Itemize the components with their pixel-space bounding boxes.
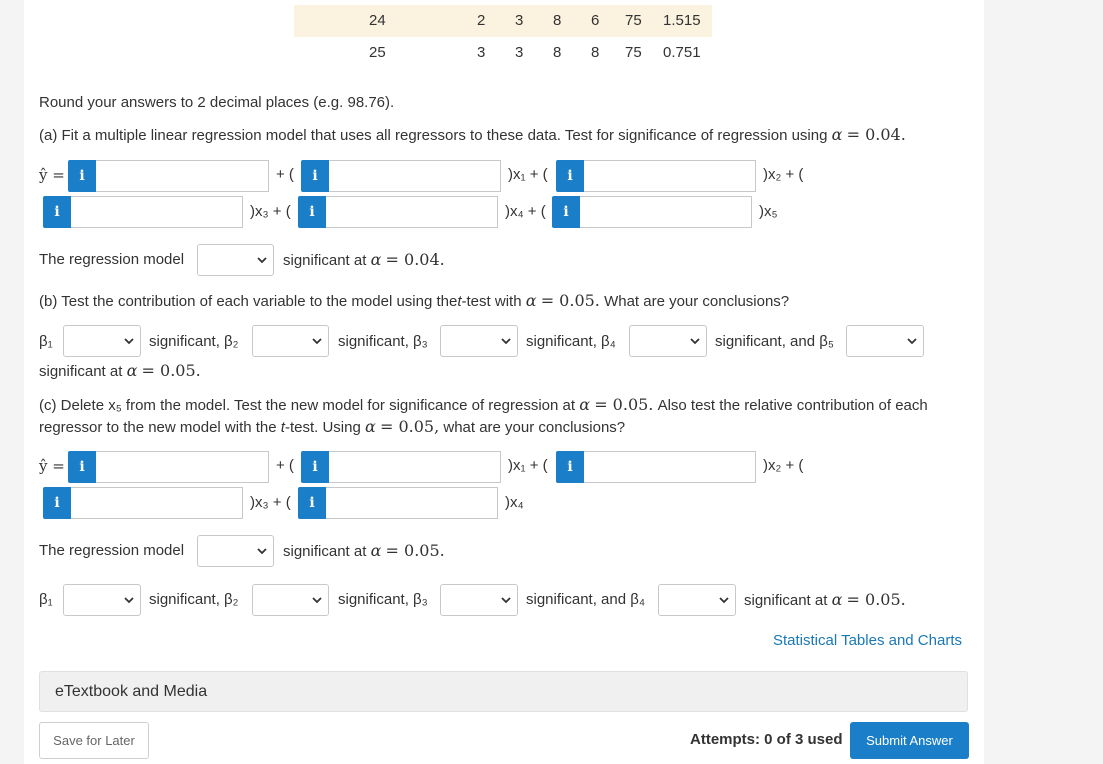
c-model-significance-select[interactable] <box>197 535 274 567</box>
instructions-text: Round your answers to 2 decimal places (e.g. 98.76). <box>39 94 395 111</box>
a-intercept-input[interactable] <box>96 160 269 192</box>
alpha-symbol: α <box>579 395 591 414</box>
plus-open: + ( <box>276 166 294 183</box>
table-cell: 24 <box>369 12 386 29</box>
question-page <box>24 0 984 764</box>
significant-at-text: significant at <box>283 252 367 269</box>
b-final-text <box>39 362 201 381</box>
a-b5-input[interactable] <box>580 196 752 228</box>
table-cell: 0.751 <box>663 44 701 61</box>
alpha-value: = 0.05. <box>141 361 201 380</box>
alpha-symbol: α <box>126 361 138 380</box>
beta1-label: β₁ <box>39 333 53 350</box>
alpha-value: = 0.05, <box>379 417 440 436</box>
part-c-text-2a: regressor to the new model with the <box>39 419 277 436</box>
part-a-prompt <box>39 126 906 145</box>
part-c-prompt-line2 <box>39 418 625 437</box>
info-icon[interactable]: i <box>556 160 584 192</box>
part-a-text: Fit a multiple linear regression model that uses all regressors to these data. Test for significance of regression using <box>61 127 828 144</box>
c-model-significance-text <box>283 542 445 561</box>
beta4-label: significant, β₄ <box>526 333 616 350</box>
x1-term: )x₁ + ( <box>508 166 548 183</box>
a-b4-input[interactable] <box>326 196 498 228</box>
alpha-value: = 0.05. <box>385 541 445 560</box>
statistical-tables-link[interactable]: Statistical Tables and Charts <box>773 632 962 649</box>
alpha-symbol: α <box>365 417 376 436</box>
a-b3-input[interactable] <box>71 196 243 228</box>
submit-answer-button[interactable]: Submit Answer <box>850 722 969 759</box>
table-cell: 25 <box>369 44 386 61</box>
x4-term: )x₄ + ( <box>505 203 546 220</box>
c-beta3-select[interactable] <box>440 584 518 616</box>
info-icon[interactable]: i <box>43 196 71 228</box>
beta4-label: significant, and β₄ <box>526 591 645 608</box>
chevron-down-icon <box>690 337 700 345</box>
table-cell: 3 <box>515 12 524 29</box>
info-icon[interactable]: i <box>68 451 96 483</box>
info-icon[interactable]: i <box>301 451 329 483</box>
table-cell: 3 <box>477 44 486 61</box>
chevron-down-icon <box>719 596 729 604</box>
alpha-value: = 0.05. <box>540 291 600 310</box>
part-c-text-2b: -test. Using <box>284 419 361 436</box>
x1-term: )x₁ + ( <box>508 457 548 474</box>
etextbook-media-panel[interactable] <box>39 671 968 712</box>
a-b1-input[interactable] <box>329 160 501 192</box>
beta3-label: significant, β₃ <box>338 333 428 350</box>
alpha-value: = 0.04. <box>846 125 906 144</box>
chevron-down-icon <box>501 337 511 345</box>
b-beta1-select[interactable] <box>63 325 141 357</box>
chevron-down-icon <box>257 256 267 264</box>
chevron-down-icon <box>124 596 134 604</box>
t-word: t <box>280 419 285 436</box>
b-beta5-select[interactable] <box>846 325 924 357</box>
t-word: t <box>457 293 462 310</box>
info-icon[interactable]: i <box>298 487 326 519</box>
x2-term: )x₂ + ( <box>763 166 804 183</box>
chevron-down-icon <box>312 596 322 604</box>
c-beta2-select[interactable] <box>252 584 329 616</box>
part-b-text-mid: -test with <box>461 293 522 310</box>
table-cell: 8 <box>553 12 562 29</box>
alpha-symbol: α <box>370 541 382 560</box>
beta5-label: significant, and β₅ <box>715 333 834 350</box>
chevron-down-icon <box>501 596 511 604</box>
y-hat-label: ŷ = <box>39 166 65 184</box>
x5-term: )x₅ <box>759 203 778 220</box>
chevron-down-icon <box>257 547 267 555</box>
etextbook-media-label: eTextbook and Media <box>55 683 208 700</box>
a-b2-input[interactable] <box>584 160 756 192</box>
info-icon[interactable]: i <box>43 487 71 519</box>
info-icon[interactable]: i <box>552 196 580 228</box>
alpha-symbol: α <box>525 291 537 310</box>
part-b-text: Test the contribution of each variable to the model using the <box>61 293 458 310</box>
table-cell: 1.515 <box>663 12 701 29</box>
chevron-down-icon <box>907 337 917 345</box>
x3-term: )x₃ + ( <box>250 494 291 511</box>
alpha-value: = 0.05. <box>594 395 654 414</box>
beta3-label: significant, β₃ <box>338 591 428 608</box>
table-cell: 8 <box>591 44 600 61</box>
part-b-prompt <box>39 292 789 311</box>
x4-term: )x₄ <box>505 494 524 511</box>
alpha-symbol: α <box>370 250 382 269</box>
regression-model-label: The regression model <box>39 251 185 268</box>
save-for-later-button[interactable]: Save for Later <box>39 722 149 759</box>
c-b1-input[interactable] <box>329 451 501 483</box>
part-c-text: Delete x₅ from the model. Test the new model for significance of regression at <box>60 397 576 414</box>
significant-at-text: significant at <box>283 543 367 560</box>
table-cell: 6 <box>591 12 600 29</box>
c-b3-input[interactable] <box>71 487 243 519</box>
chevron-down-icon <box>312 337 322 345</box>
x3-term: )x₃ + ( <box>250 203 291 220</box>
c-beta4-select[interactable] <box>658 584 736 616</box>
part-b-text-after: What are your conclusions? <box>604 293 790 310</box>
a-model-significance-text <box>283 251 445 270</box>
c-b4-input[interactable] <box>326 487 498 519</box>
c-final-text <box>744 591 906 610</box>
beta2-label: significant, β₂ <box>149 591 239 608</box>
part-c-label: (c) <box>39 397 57 414</box>
part-c-prompt-line1 <box>39 396 928 415</box>
info-icon[interactable]: i <box>556 451 584 483</box>
table-cell: 75 <box>625 12 642 29</box>
plus-open: + ( <box>276 457 294 474</box>
part-b-label: (b) <box>39 293 58 310</box>
table-cell: 3 <box>515 44 524 61</box>
part-c-text-b: Also test the relative contribution of each <box>657 397 928 414</box>
b-beta2-select[interactable] <box>252 325 329 357</box>
b-beta4-select[interactable] <box>629 325 707 357</box>
significant-at-text: significant at <box>39 363 123 380</box>
a-model-significance-select[interactable] <box>197 244 274 276</box>
alpha-value: = 0.04. <box>385 250 445 269</box>
alpha-symbol: α <box>831 125 843 144</box>
part-c-text-2c: what are your conclusions? <box>443 419 626 436</box>
regression-model-label: The regression model <box>39 542 185 559</box>
c-b2-input[interactable] <box>584 451 756 483</box>
info-icon[interactable]: i <box>301 160 329 192</box>
beta1-label: β₁ <box>39 591 53 608</box>
chevron-down-icon <box>124 337 134 345</box>
beta2-label: significant, β₂ <box>149 333 239 350</box>
y-hat-label: ŷ = <box>39 457 65 475</box>
info-icon[interactable]: i <box>68 160 96 192</box>
c-beta1-select[interactable] <box>63 584 141 616</box>
info-icon[interactable]: i <box>298 196 326 228</box>
alpha-value: = 0.05. <box>846 590 906 609</box>
c-intercept-input[interactable] <box>96 451 269 483</box>
table-row-highlight <box>294 5 712 37</box>
table-cell: 2 <box>477 12 486 29</box>
attempts-text: Attempts: 0 of 3 used <box>690 731 843 748</box>
table-cell: 8 <box>553 44 562 61</box>
part-a-label: (a) <box>39 127 58 144</box>
significant-at-text: significant at <box>744 592 828 609</box>
table-cell: 75 <box>625 44 642 61</box>
alpha-symbol: α <box>831 590 843 609</box>
b-beta3-select[interactable] <box>440 325 518 357</box>
x2-term: )x₂ + ( <box>763 457 804 474</box>
